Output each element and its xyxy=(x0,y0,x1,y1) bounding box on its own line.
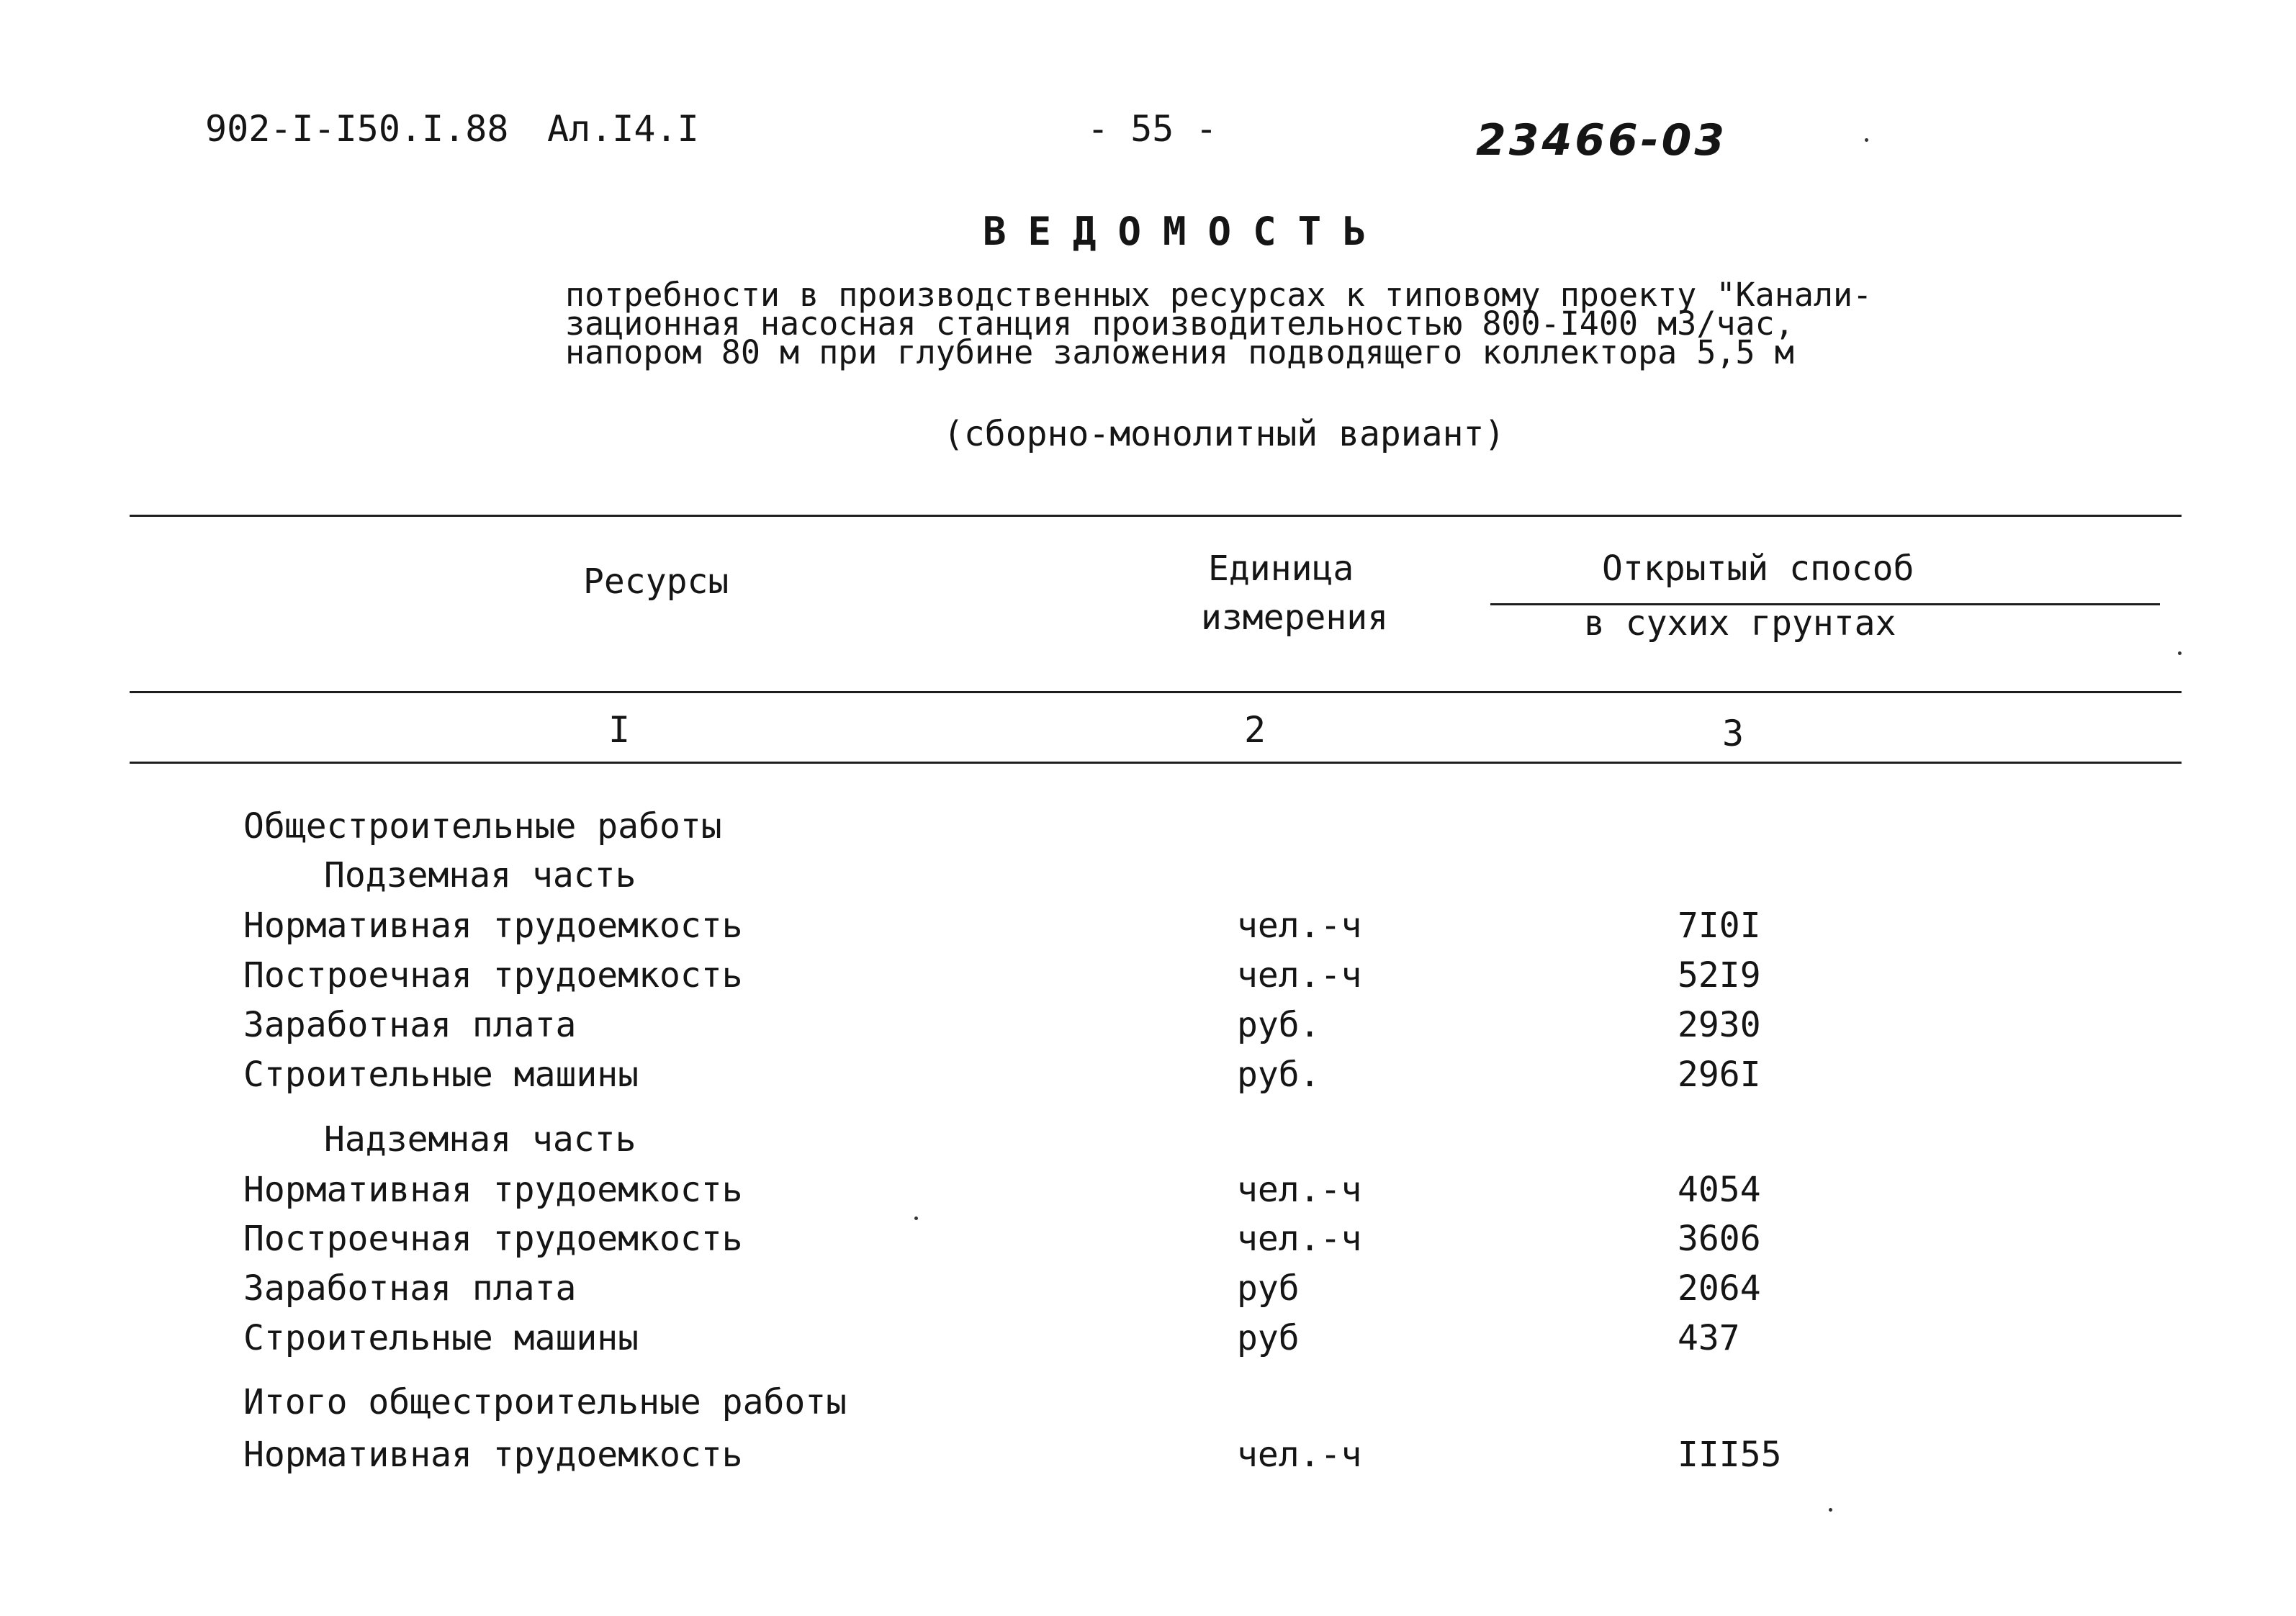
inventory-number: 23466-03 xyxy=(1476,115,1728,166)
row-unit: чел.-ч xyxy=(1237,906,1362,946)
row-unit: руб. xyxy=(1237,1055,1320,1095)
row-unit: руб xyxy=(1237,1268,1300,1309)
row-value: 52I9 xyxy=(1678,955,1761,996)
row-value: 437 xyxy=(1678,1318,1740,1358)
header-bottom-rule xyxy=(130,691,2182,693)
column-number-2: 2 xyxy=(1244,709,1266,751)
scan-speck xyxy=(2178,651,2182,655)
row-unit: руб. xyxy=(1237,1005,1320,1045)
row-value: III55 xyxy=(1678,1435,1782,1475)
row-label: Нормативная трудоемкость xyxy=(243,1435,743,1475)
header-unit-line1: Единица xyxy=(1208,549,1354,589)
row-label: Нормативная трудоемкость xyxy=(243,906,743,946)
row-value: 2930 xyxy=(1678,1005,1761,1045)
scan-speck xyxy=(914,1216,918,1220)
page-number: - 55 - xyxy=(1087,108,1217,150)
row-value: 4054 xyxy=(1678,1170,1761,1210)
row-unit: чел.-ч xyxy=(1237,1219,1362,1259)
row-value: 2064 xyxy=(1678,1268,1761,1309)
header-unit-line2: измерения xyxy=(1201,597,1389,638)
section-total-heading: Итого общестроительные работы xyxy=(243,1382,847,1422)
page-title: ВЕДОМОСТЬ xyxy=(983,209,1388,254)
scan-speck xyxy=(1865,138,1868,142)
table-top-rule xyxy=(130,515,2182,517)
sheet-label: Ал.I4.I xyxy=(547,108,699,150)
row-label: Строительные машины xyxy=(243,1318,639,1358)
row-label: Построечная трудоемкость xyxy=(243,955,743,996)
row-unit: чел.-ч xyxy=(1237,1435,1362,1475)
header-method-line1: Открытый способ xyxy=(1602,549,1914,589)
document-code: 902-I-I50.I.88 xyxy=(205,108,509,150)
row-unit: руб xyxy=(1237,1318,1300,1358)
subsection-heading: Надземная часть xyxy=(324,1119,636,1160)
row-value: 7I0I xyxy=(1678,906,1761,946)
row-label: Построечная трудоемкость xyxy=(243,1219,743,1259)
row-value: 3606 xyxy=(1678,1219,1761,1259)
column-number-1: I xyxy=(608,709,631,751)
subtitle-line-2: зационная насосная станция производительностью 800-I400 м3/час, xyxy=(565,304,1794,343)
header-resources: Ресурсы xyxy=(583,561,729,602)
row-label: Строительные машины xyxy=(243,1055,639,1095)
row-label: Заработная плата xyxy=(243,1268,577,1309)
section-heading: Общестроительные работы xyxy=(243,806,722,847)
column-number-3: 3 xyxy=(1722,713,1744,754)
subtitle-line-1: потребности в производственных ресурсах к типовому проекту "Канали- xyxy=(565,276,1873,314)
colnum-bottom-rule xyxy=(130,762,2182,764)
row-value: 296I xyxy=(1678,1055,1761,1095)
title-description xyxy=(565,276,1933,371)
variant-label: (сборно-монолитный вариант) xyxy=(943,414,1505,454)
row-label: Нормативная трудоемкость xyxy=(243,1170,743,1210)
row-unit: чел.-ч xyxy=(1237,955,1362,996)
subtitle-line-3: напором 80 м при глубине заложения подводящего коллектора 5,5 м xyxy=(565,333,1794,371)
scan-speck xyxy=(1829,1508,1832,1512)
header-method-line2: в сухих грунтах xyxy=(1584,603,1896,644)
subsection-heading: Подземная часть xyxy=(324,855,636,895)
row-label: Заработная плата xyxy=(243,1005,577,1045)
row-unit: чел.-ч xyxy=(1237,1170,1362,1210)
